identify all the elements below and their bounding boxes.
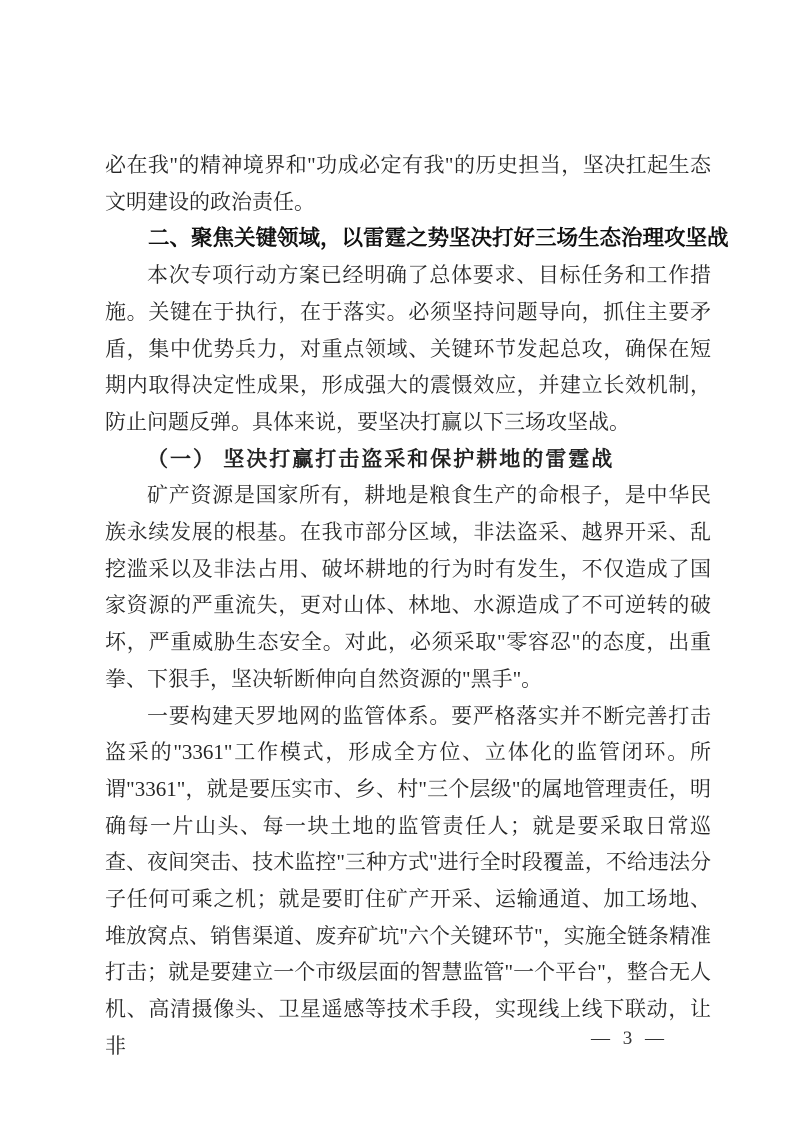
- subsection-heading: （一） 坚决打赢打击盗采和保护耕地的雷霆战: [147, 446, 615, 471]
- section-heading: 二、聚焦关键领域，以雷霆之势坚决打好三场生态治理攻坚战: [148, 226, 729, 251]
- paragraph-supervision-system: 一要构建天罗地网的监管体系。要严格落实并不断完善打击盗采的"3361"工作模式，形成全方位、立体化的监管闭环。所谓"3361"，就是要压实市、乡、村"三个层级"的属地管理责任，明确每一片山头、每一块土地的监管责任人；就是要采取日常巡查、夜间突击、技术监控"三种方式"进行全时段覆盖，不给违法分子任何可乘之机；就是要盯住矿产开采、运输通道、加工场地、堆放窝点、销售渠道、废弃矿坑"六个关键环节"，实施全链条精准打击；就是要建立一个市级层面的智慧监管"一个平台"，整合无人机、高清摄像头、卫星遥感等技术手段，实现线上线下联动，让非: [105, 703, 711, 1058]
- document-body: [105, 147, 729, 1065]
- paragraph-mineral-resources: 矿产资源是国家所有，耕地是粮食生产的命根子，是中华民族永续发展的根基。在我市部分区域，非法盗采、越界开采、乱挖滥采以及非法占用、破坏耕地的行为时有发生，不仅造成了国家资源的严重流失，更对山体、林地、水源造成了不可逆转的破坏，严重威胁生态安全。对此，必须采取"零容忍"的态度，出重拳、下狠手，坚决斩断伸向自然资源的"黑手"。: [105, 483, 711, 691]
- paragraph-continuation: 必在我"的精神境界和"功成必定有我"的历史担当，坚决扛起生态文明建设的政治责任。: [105, 153, 711, 214]
- paragraph-intro: 本次专项行动方案已经明确了总体要求、目标任务和工作措施。关键在于执行，在于落实。必须坚持问题导向，抓住主要矛盾，集中优势兵力，对重点领域、关键环节发起总攻，确保在短期内取得决定性成果，形成强大的震慑效应，并建立长效机制，防止问题反弹。具体来说，要坚决打赢以下三场攻坚战。: [105, 263, 711, 434]
- page-number: — 3 —: [591, 1028, 668, 1049]
